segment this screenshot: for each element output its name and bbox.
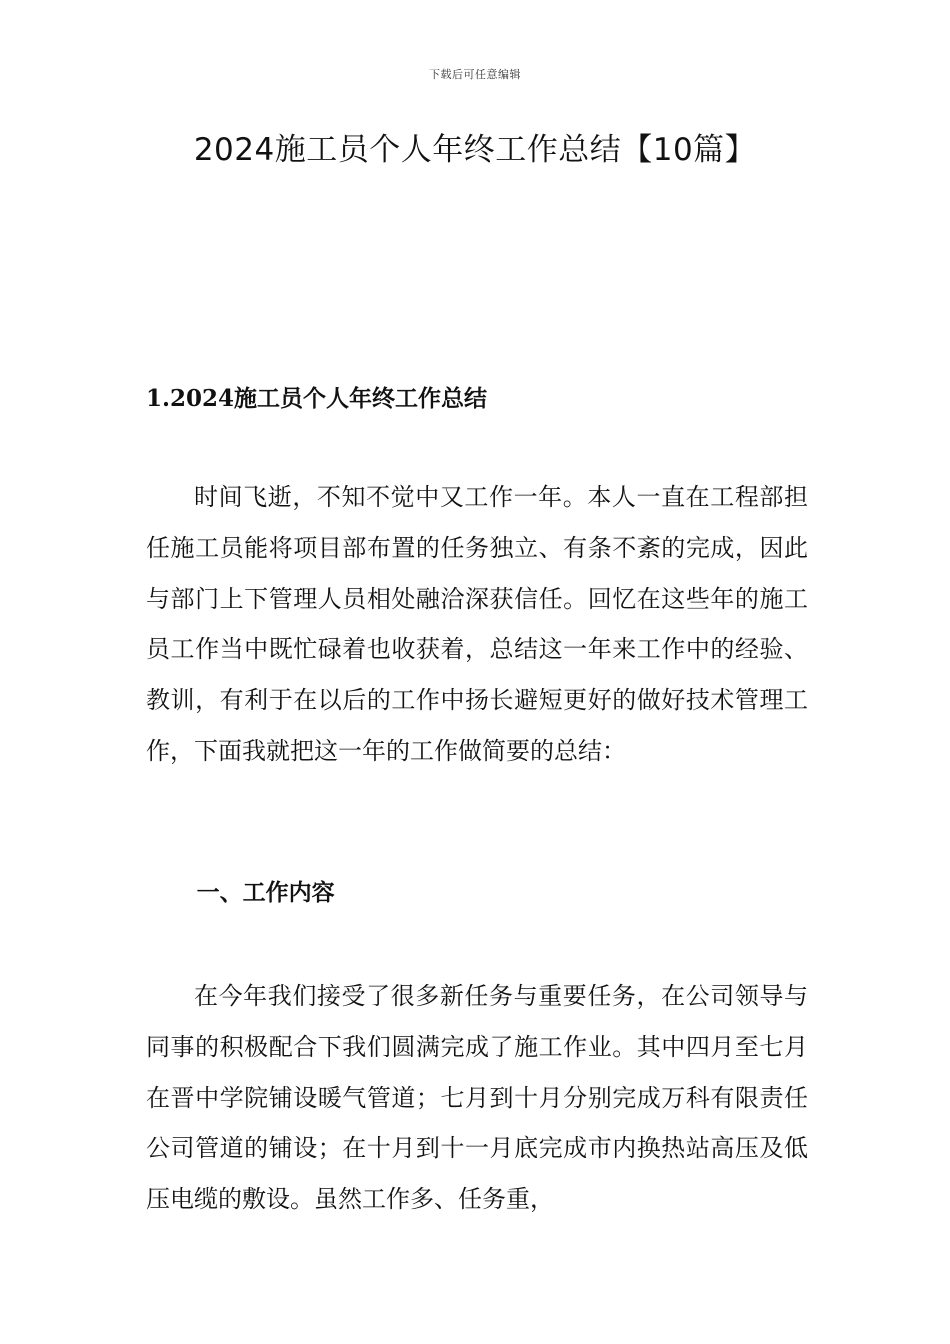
document-title: 2024施工员个人年终工作总结【10篇】 [193, 132, 757, 168]
paragraph-work-content: 在今年我们接受了很多新任务与重要任务，在公司领导与同事的积极配合下我们圆满完成了施工作业。其中四月至七月在晋中学院铺设暖气管道；七月到十月分别完成万科有限责任公司管道的铺设；在十月到十一月底完成市内换热站高压及低压电缆的敷设。虽然工作多、任务重， [146, 982, 808, 1214]
subheading-work-content: 一、工作内容 [196, 879, 335, 906]
header-note: 下载后可任意编辑 [429, 68, 521, 81]
paragraph-intro: 时间飞逝，不知不觉中又工作一年。本人一直在工程部担任施工员能将项目部布置的任务独立、有条不紊的完成，因此与部门上下管理人员相处融洽深获信任。回忆在这些年的施工员工作当中既忙碌着也收获着，总结这一年来工作中的经验、教训，有利于在以后的工作中扬长避短更好的做好技术管理工作，下面我就把这一年的工作做简要的总结： [146, 483, 808, 765]
section-heading: 1.2024施工员个人年终工作总结 [146, 385, 488, 412]
